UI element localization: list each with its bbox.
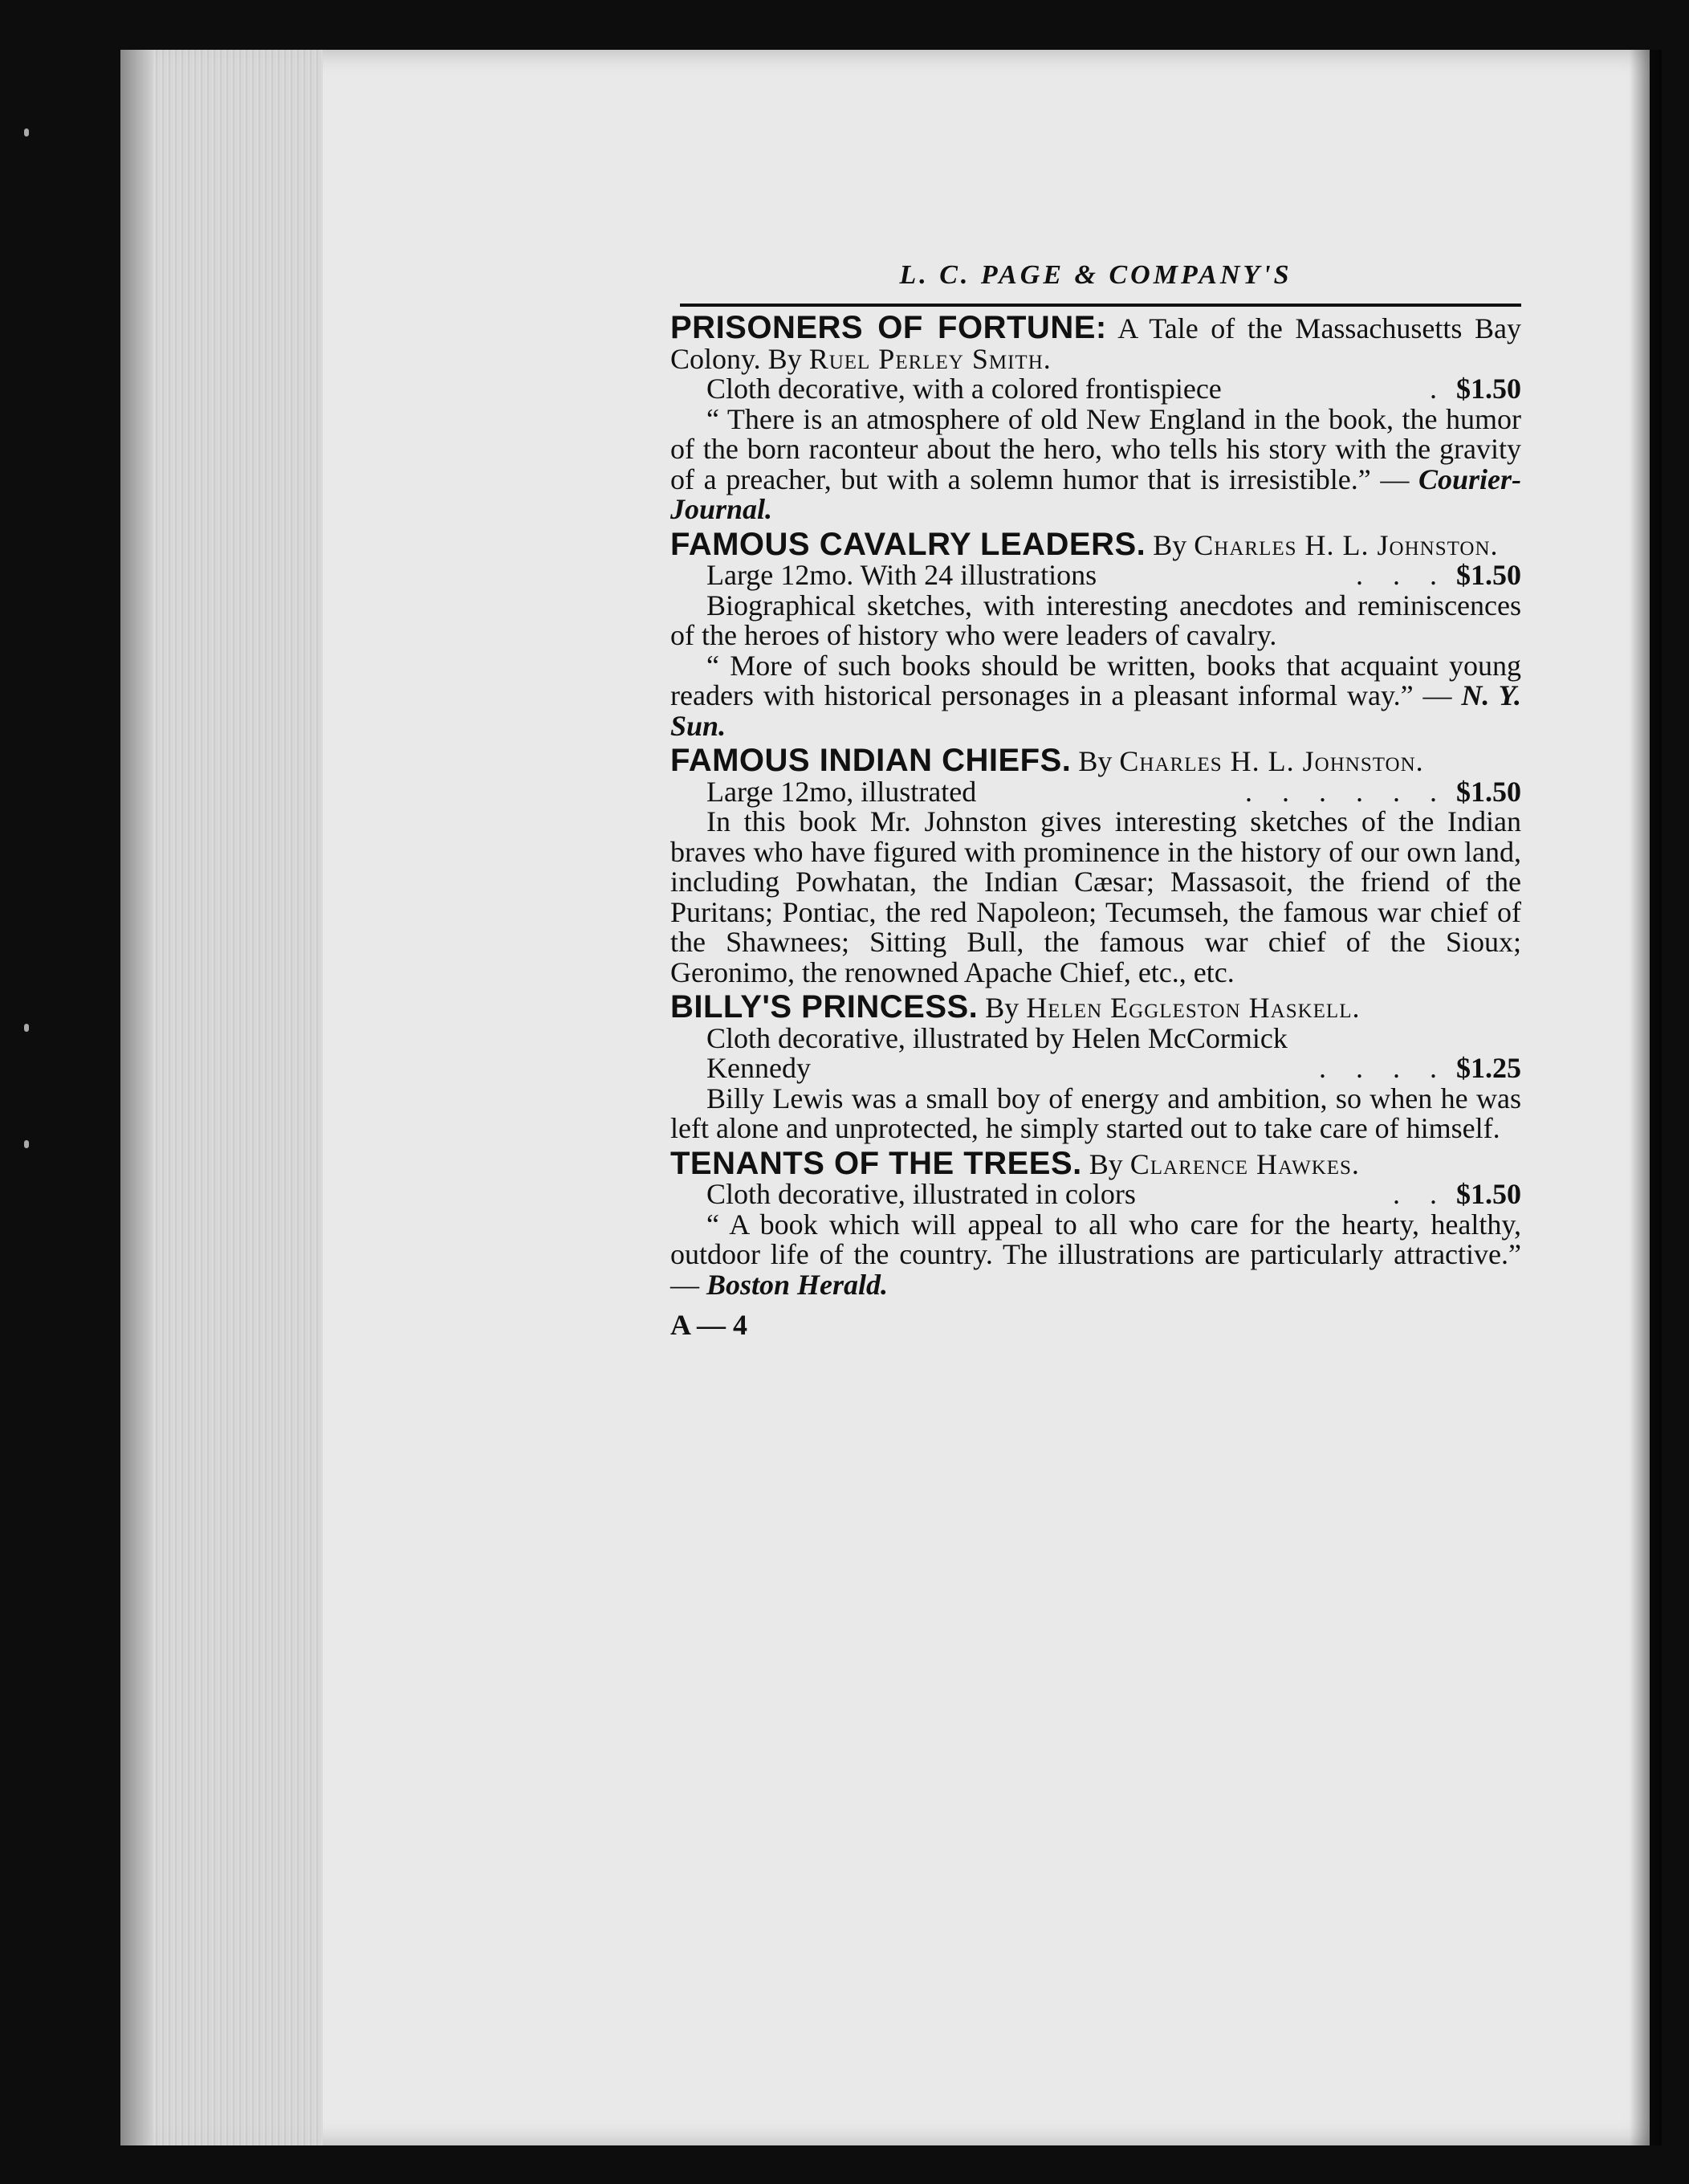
- header-rule: [680, 304, 1521, 307]
- catalog-entry-famous-cavalry-leaders: [670, 526, 1521, 742]
- book-author: Helen Eggleston Haskell.: [1026, 992, 1361, 1024]
- book-author: Charles H. L. Johnston.: [1194, 528, 1499, 561]
- book-title: FAMOUS INDIAN CHIEFS.: [670, 743, 1072, 778]
- catalog-entry-billys-princess: [670, 989, 1521, 1144]
- edition-text: Cloth decorative, illustrated in colors: [706, 1178, 1136, 1210]
- review-text: “ A book which will appeal to all who care for the hearty, healthy, outdoor life of the country. The illustrations are particularly attractive.” —: [670, 1208, 1521, 1301]
- book-description: Billy Lewis was a small boy of energy and ambition, so when he was left alone and unprotected, he simply started out to take care of himself.: [670, 1082, 1521, 1144]
- by-text: By: [1081, 1147, 1130, 1180]
- leader-dots: . . . .: [1319, 1052, 1448, 1084]
- running-head: L. C. PAGE & COMPANY'S: [899, 260, 1292, 290]
- leader-dots: . . .: [1356, 559, 1448, 591]
- book-author: Clarence Hawkes.: [1129, 1147, 1360, 1180]
- by-text: By: [978, 992, 1027, 1024]
- price: $1.50: [1456, 775, 1521, 808]
- book-title: TENANTS OF THE TREES.: [670, 1145, 1082, 1181]
- page-edge-shadow: [120, 50, 153, 2145]
- review-text: “ There is an atmosphere of old New England in the book, the humor of the born raconteur about the hero, who tells his story with the gravity of a preacher, but with a solemn humor that is irresistible.” —: [670, 402, 1521, 495]
- review-quote: [670, 402, 1521, 525]
- review-source: Courier-Journal.: [670, 462, 1521, 525]
- book-title: PRISONERS OF FORTUNE:: [670, 310, 1107, 345]
- leader-dots: . .: [1393, 1178, 1448, 1210]
- page-right-shadow: [1630, 50, 1662, 2145]
- catalog-entry-famous-indian-chiefs: [670, 743, 1521, 988]
- entry-heading: [670, 743, 1521, 778]
- edition-text: Large 12mo. With 24 illustrations: [706, 559, 1097, 591]
- entry-heading: [670, 526, 1521, 562]
- book-title: FAMOUS CAVALRY LEADERS.: [670, 526, 1146, 562]
- review-source: N. Y. Sun.: [670, 679, 1521, 742]
- book-description: In this book Mr. Johnston gives interesting sketches of the Indian braves who have figured with prominence in the history of our own land, including Powhatan, the Indian Cæsar; Massasoit, the friend of the Puritans; Pontiac, the red Napoleon; Tecumseh, the famous war chief of the Shawnees; Sitting Bull, the famous war chief of the Sioux; Geronimo, the renowned Apache Chief, etc., etc.: [670, 805, 1521, 988]
- edition-price-line: [670, 777, 1521, 808]
- leader-dots: .: [1430, 373, 1448, 405]
- book-author: Ruel Perley Smith.: [808, 342, 1052, 375]
- edition-price-line: [670, 1180, 1521, 1210]
- signature-mark: A — 4: [670, 1309, 748, 1341]
- price: $1.50: [1456, 1178, 1521, 1210]
- edition-price-line: [670, 374, 1521, 405]
- book-description: Biographical sketches, with interesting anecdotes and reminiscences of the heroes of history who were leaders of cavalry.: [670, 589, 1521, 651]
- price: $1.50: [1456, 559, 1521, 591]
- edition-price-line: [670, 1021, 1521, 1084]
- page-content: [670, 257, 1521, 1342]
- catalog-entry-prisoners-of-fortune: [670, 310, 1521, 525]
- leader-dots: . . . . . .: [1245, 775, 1448, 808]
- review-quote: [670, 1210, 1521, 1301]
- book-subtitle: A Tale of the Massachusetts Bay Colony. By: [670, 312, 1521, 375]
- price: $1.50: [1456, 373, 1521, 405]
- edition-text: Large 12mo, illustrated: [706, 775, 977, 808]
- edition-price-line: [670, 560, 1521, 591]
- review-source: Boston Herald.: [706, 1268, 889, 1301]
- book-title: BILLY'S PRINCESS.: [670, 989, 979, 1025]
- review-quote: [670, 651, 1521, 742]
- book-author: Charles H. L. Johnston.: [1119, 745, 1424, 777]
- by-text: By: [1071, 745, 1120, 777]
- catalog-entry-tenants-of-the-trees: [670, 1145, 1521, 1301]
- review-text: “ More of such books should be written, books that acquaint young readers with historical personages in a pleasant informal way.” —: [670, 649, 1521, 711]
- price: $1.25: [1456, 1052, 1521, 1084]
- entry-heading: [670, 1145, 1521, 1181]
- entry-heading: [670, 310, 1521, 375]
- by-text: By: [1146, 528, 1195, 561]
- edition-text: Cloth decorative, illustrated by Helen McCormick Kennedy: [706, 1021, 1288, 1084]
- entry-heading: [670, 989, 1521, 1025]
- edition-text: Cloth decorative, with a colored frontispiece: [706, 373, 1222, 405]
